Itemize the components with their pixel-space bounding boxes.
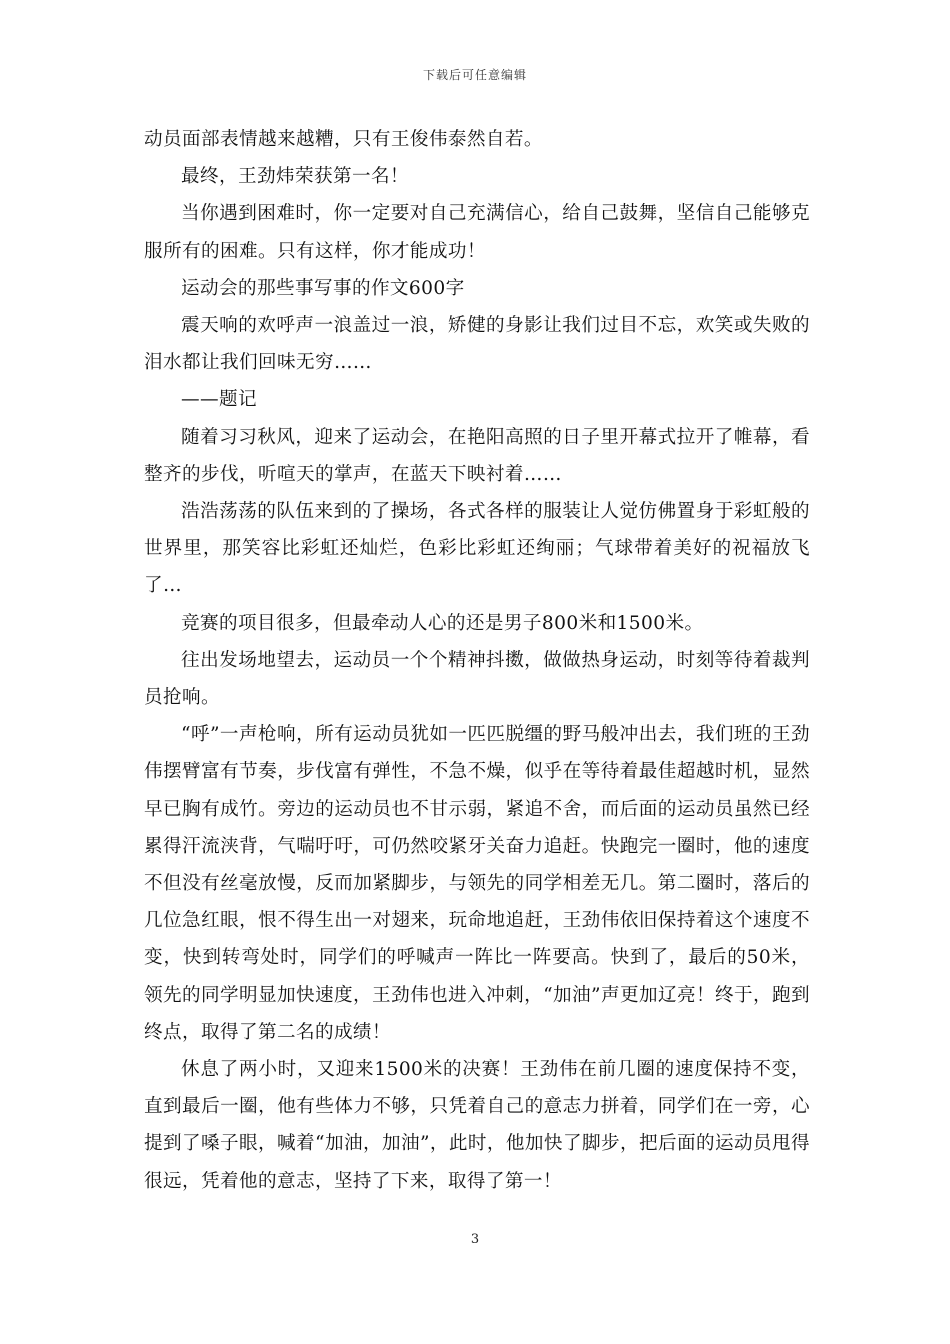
epigraph-attribution: ——题记 (181, 389, 257, 411)
paragraph-1: 动员面部表情越来越糟，只有王俊伟泰然自若。 (144, 129, 543, 150)
document-body (144, 121, 810, 1200)
paragraph-2: 最终，王劲炜荣获第一名！ (181, 166, 409, 188)
paragraph-8: 浩浩荡荡的队伍来到的了操场，各式各样的服装让人觉仿佛置身于彩虹般的世界里，那笑容比彩虹还灿烂，色彩比彩虹还绚丽；气球带着美好的祝福放飞了… (144, 501, 810, 597)
page-header: 下载后可任意编辑 (422, 68, 527, 82)
paragraph-5: 震天响的欢呼声一浪盖过一浪，矫健的身影让我们过目不忘，欢笑或失败的泪水都让我们回味无穷…… (144, 315, 810, 374)
page-number: 3 (470, 1232, 480, 1247)
essay-title: 运动会的那些事写事的作文600字 (181, 277, 465, 299)
paragraph-7: 随着习习秋风，迎来了运动会，在艳阳高照的日子里开幕式拉开了帷幕，看整齐的步伐，听喧天的掌声，在蓝天下映衬着…… (144, 426, 810, 485)
paragraph-3: 当你遇到困难时，你一定要对自己充满信心，给自己鼓舞，坚信自己能够克服所有的困难。只有这样，你才能成功！ (144, 203, 810, 262)
paragraph-12: 休息了两小时，又迎来1500米的决赛！王劲伟在前几圈的速度保持不变，直到最后一圈，他有些体力不够，只凭着自己的意志力拼着，同学们在一旁，心提到了嗓子眼，喊着“加油，加油”，此时，他加快了脚步，把后面的运动员甩得很远，凭着他的意志，坚持了下来，取得了第一！ (144, 1059, 810, 1192)
paragraph-9: 竞赛的项目很多，但最牵动人心的还是男子800米和1500米。 (181, 612, 704, 634)
paragraph-11: “呼”一声枪响，所有运动员犹如一匹匹脱缰的野马般冲出去，我们班的王劲伟摆臂富有节奏，步伐富有弹性，不急不燥，似乎在等待着最佳超越时机，显然早已胸有成竹。旁边的运动员也不甘示弱，紧追不舍，而后面的运动员虽然已经累得汗流浃背，气喘吁吁，可仍然咬紧牙关奋力追赶。快跑完一圈时，他的速度不但没有丝毫放慢，反而加紧脚步，与领先的同学相差无几。第二圈时，落后的几位急红眼，恨不得生出一对翅来，玩命地追赶，王劲伟依旧保持着这个速度不变，快到转弯处时，同学们的呼喊声一阵比一阵要高。快到了，最后的50米，领先的同学明显加快速度，王劲伟也进入冲刺，“加油”声更加辽亮！终于，跑到终点，取得了第二名的成绩！ (144, 724, 810, 1043)
paragraph-10: 往出发场地望去，运动员一个个精神抖擞，做做热身运动，时刻等待着裁判员抢响。 (144, 649, 810, 709)
